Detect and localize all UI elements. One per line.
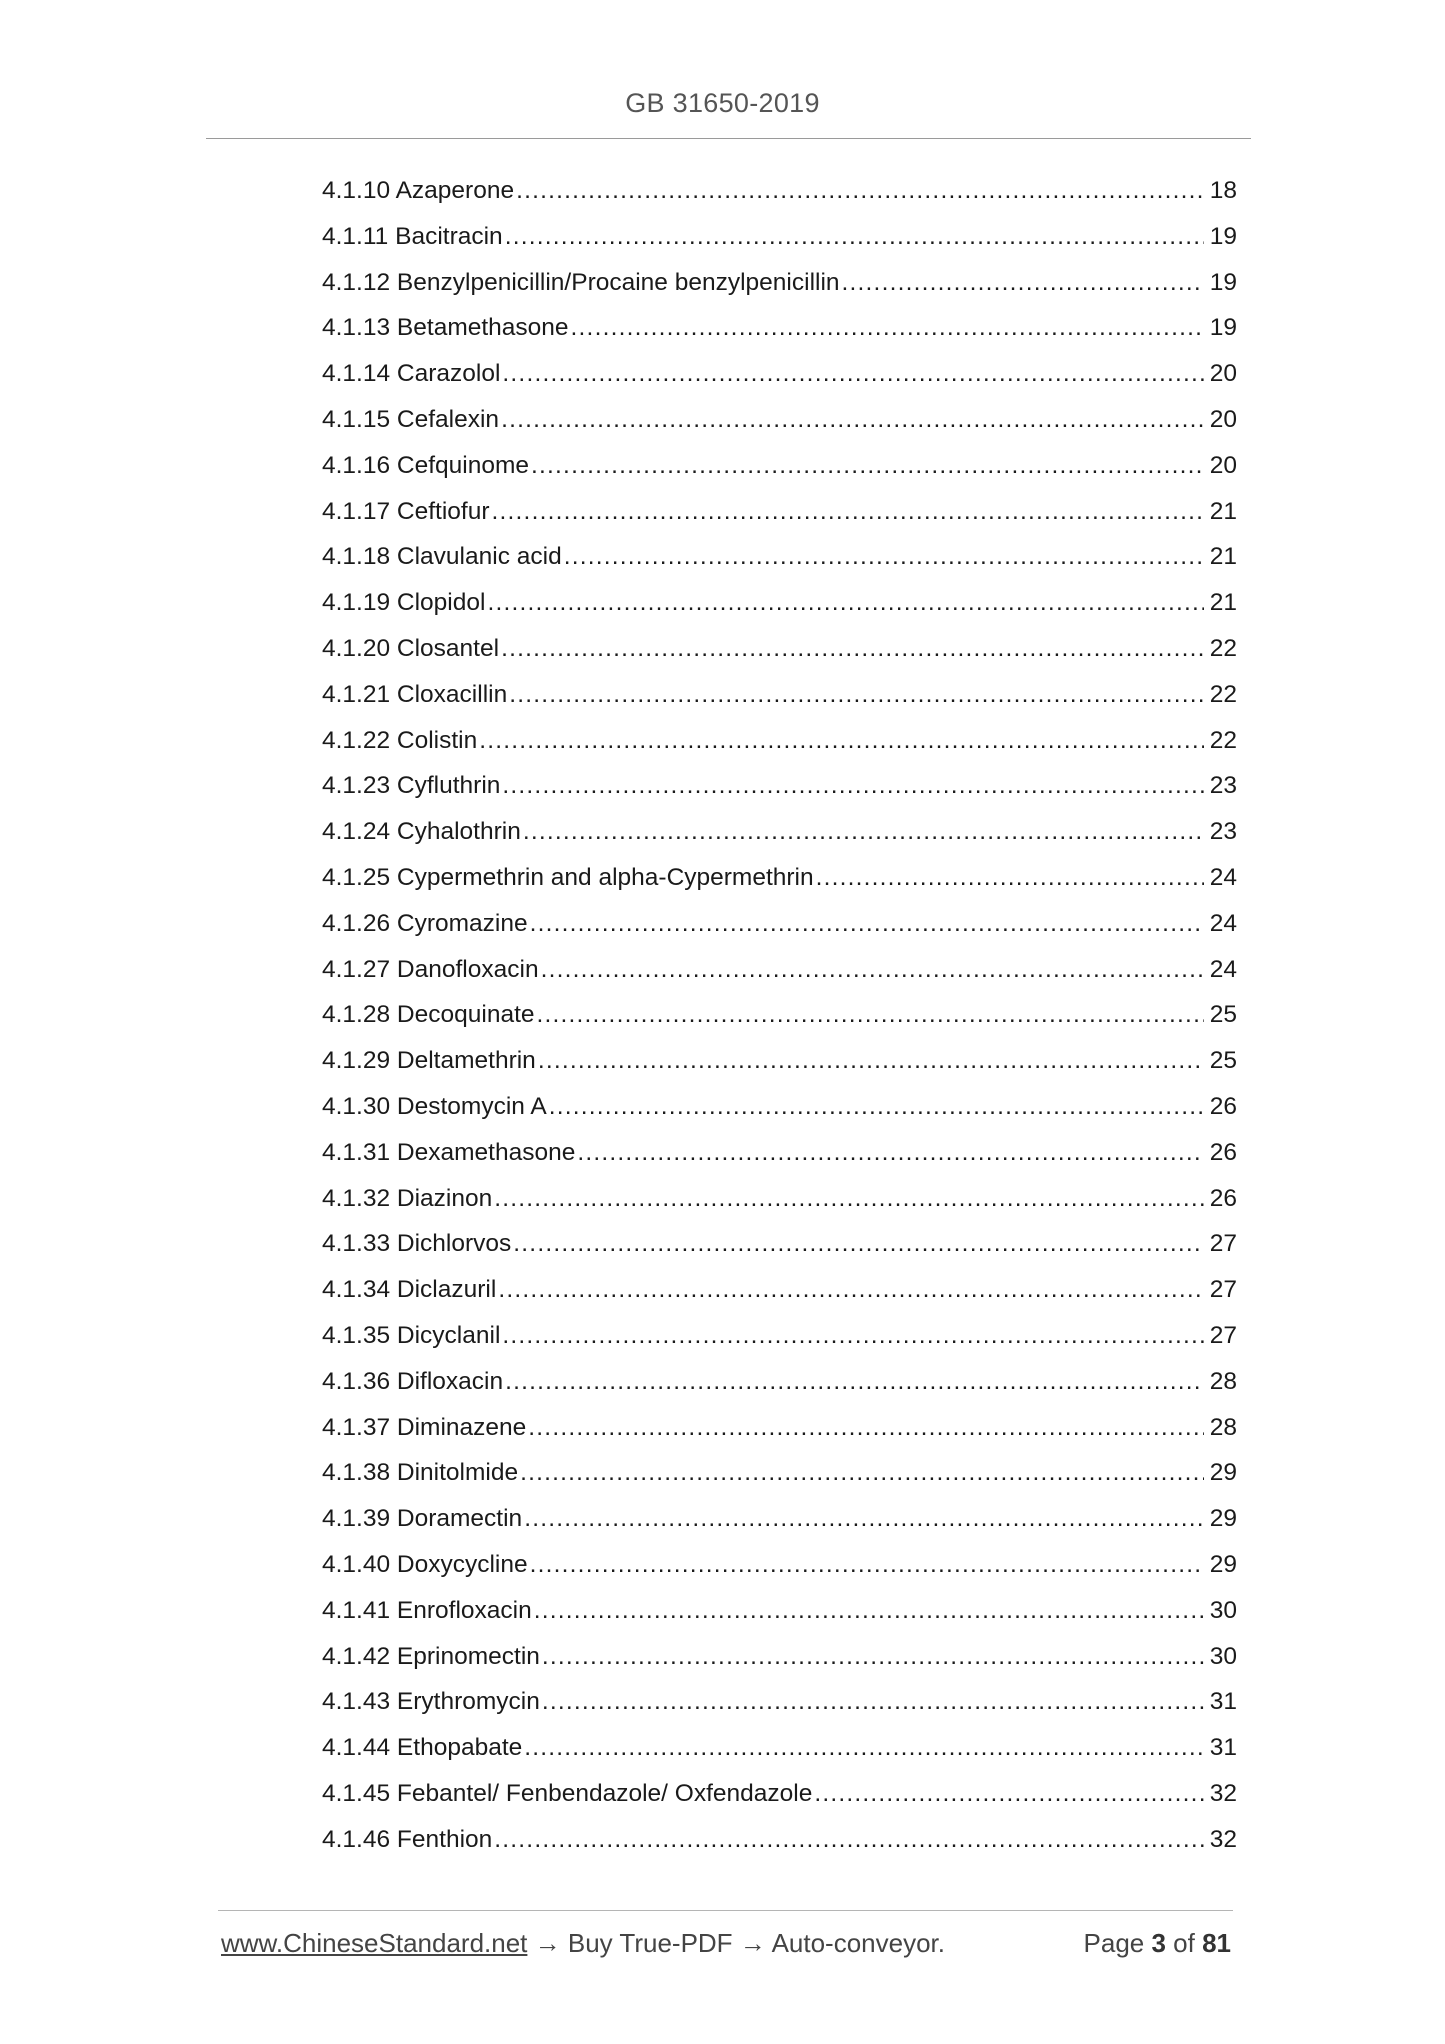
toc-entry-page: 19	[1209, 268, 1237, 296]
table-of-contents	[322, 168, 1237, 1862]
toc-entry-page: 30	[1209, 1642, 1237, 1670]
toc-entry-page: 22	[1209, 680, 1237, 708]
toc-entry[interactable]	[322, 672, 1237, 718]
page-total: 81	[1202, 1928, 1231, 1958]
toc-dot-leader	[520, 1450, 1204, 1496]
toc-entry-page: 21	[1209, 543, 1237, 571]
toc-entry-label: 4.1.33 Dichlorvos	[322, 1230, 512, 1258]
toc-entry[interactable]	[322, 1725, 1237, 1771]
toc-entry[interactable]	[322, 1267, 1237, 1313]
toc-entry-label: 4.1.27 Danofloxacin	[322, 955, 539, 983]
toc-entry-page: 19	[1209, 222, 1237, 250]
page-number	[1084, 1928, 1231, 1959]
toc-dot-leader	[505, 1359, 1204, 1405]
toc-entry-page: 27	[1209, 1230, 1237, 1258]
toc-entry-page: 29	[1209, 1550, 1237, 1578]
toc-entry-label: 4.1.37 Diminazene	[322, 1413, 527, 1441]
toc-entry[interactable]	[322, 1313, 1237, 1359]
page-of: of	[1165, 1928, 1203, 1958]
toc-entry-label: 4.1.24 Cyhalothrin	[322, 818, 521, 846]
toc-entry-page: 32	[1209, 1779, 1237, 1807]
toc-entry-page: 20	[1209, 451, 1237, 479]
toc-entry-page: 28	[1209, 1367, 1237, 1395]
toc-entry-page: 24	[1209, 909, 1237, 937]
toc-entry[interactable]	[322, 1405, 1237, 1451]
toc-dot-leader	[492, 489, 1204, 535]
toc-dot-leader	[498, 1267, 1203, 1313]
toc-entry-page: 18	[1209, 177, 1237, 204]
footer-divider	[218, 1910, 1233, 1911]
toc-entry[interactable]	[322, 763, 1237, 809]
toc-entry[interactable]	[322, 992, 1237, 1038]
toc-dot-leader	[501, 397, 1204, 443]
toc-entry-page: 32	[1209, 1825, 1237, 1853]
toc-dot-leader	[564, 534, 1204, 580]
toc-entry-label: 4.1.16 Cefquinome	[322, 451, 530, 479]
toc-entry-page: 22	[1209, 634, 1237, 662]
toc-entry-label: 4.1.39 Doramectin	[322, 1505, 523, 1533]
toc-entry[interactable]	[322, 1771, 1237, 1817]
toc-entry-label: 4.1.15 Cefalexin	[322, 405, 500, 433]
toc-entry-page: 29	[1209, 1505, 1237, 1533]
toc-dot-leader	[505, 214, 1204, 260]
toc-entry[interactable]	[322, 1817, 1237, 1863]
toc-entry-label: 4.1.41 Enrofloxacin	[322, 1596, 532, 1624]
toc-entry-page: 19	[1209, 314, 1237, 342]
toc-entry-label: 4.1.26 Cyromazine	[322, 909, 528, 937]
toc-dot-leader	[524, 1725, 1203, 1771]
toc-dot-leader	[531, 443, 1204, 489]
toc-entry-label: 4.1.42 Eprinomectin	[322, 1642, 540, 1670]
toc-entry-page: 20	[1209, 360, 1237, 388]
toc-entry-label: 4.1.34 Diclazuril	[322, 1276, 497, 1304]
toc-entry[interactable]	[322, 1679, 1237, 1725]
toc-entry-label: 4.1.23 Cyfluthrin	[322, 772, 501, 800]
toc-entry-page: 21	[1209, 497, 1237, 525]
toc-entry[interactable]	[322, 1496, 1237, 1542]
toc-entry[interactable]	[322, 947, 1237, 993]
toc-entry[interactable]	[322, 580, 1237, 626]
page-footer	[221, 1928, 1231, 1959]
toc-entry[interactable]	[322, 809, 1237, 855]
toc-entry-page: 24	[1209, 955, 1237, 983]
toc-entry-label: 4.1.18 Clavulanic acid	[322, 543, 562, 571]
footer-trail-text: → Buy True-PDF → Auto-conveyor.	[527, 1928, 946, 1958]
toc-dot-leader	[494, 1817, 1203, 1863]
toc-entry[interactable]	[322, 1084, 1237, 1130]
toc-entry[interactable]	[322, 1359, 1237, 1405]
toc-entry-page: 25	[1209, 1001, 1237, 1029]
toc-dot-leader	[534, 1588, 1204, 1634]
toc-entry-label: 4.1.45 Febantel/ Fenbendazole/ Oxfendazole	[322, 1779, 813, 1807]
toc-entry-page: 21	[1209, 589, 1237, 617]
toc-dot-leader	[530, 1542, 1204, 1588]
toc-entry-page: 29	[1209, 1459, 1237, 1487]
toc-dot-leader	[502, 1313, 1203, 1359]
toc-entry[interactable]	[322, 1038, 1237, 1084]
toc-entry-page: 28	[1209, 1413, 1237, 1441]
toc-dot-leader	[509, 672, 1204, 718]
toc-entry[interactable]	[322, 1176, 1237, 1222]
toc-entry-label: 4.1.29 Deltamethrin	[322, 1047, 536, 1075]
header-divider	[206, 138, 1251, 139]
toc-dot-leader	[487, 580, 1203, 626]
toc-entry-label: 4.1.20 Closantel	[322, 634, 500, 662]
toc-entry-label: 4.1.21 Cloxacillin	[322, 680, 508, 708]
toc-entry-label: 4.1.44 Ethopabate	[322, 1734, 523, 1762]
toc-entry-page: 27	[1209, 1321, 1237, 1349]
toc-entry-page: 20	[1209, 405, 1237, 433]
toc-entry-label: 4.1.40 Doxycycline	[322, 1550, 528, 1578]
toc-entry-page: 24	[1209, 863, 1237, 891]
toc-entry[interactable]	[322, 1450, 1237, 1496]
toc-entry[interactable]	[322, 718, 1237, 764]
toc-entry-page: 26	[1209, 1138, 1237, 1166]
toc-entry[interactable]	[322, 1221, 1237, 1267]
toc-entry[interactable]	[322, 1634, 1237, 1680]
toc-entry-page: 23	[1209, 772, 1237, 800]
toc-dot-leader	[513, 1221, 1203, 1267]
footer-navigation	[221, 1928, 945, 1959]
toc-entry[interactable]	[322, 351, 1237, 397]
toc-entry-page: 23	[1209, 818, 1237, 846]
toc-entry-label: 4.1.43 Erythromycin	[322, 1688, 540, 1716]
toc-dot-leader	[541, 947, 1204, 993]
toc-dot-leader	[542, 1679, 1204, 1725]
toc-entry-page: 26	[1209, 1092, 1237, 1120]
toc-dot-leader	[516, 168, 1204, 214]
toc-dot-leader	[537, 992, 1204, 1038]
toc-entry-label: 4.1.19 Clopidol	[322, 589, 486, 617]
toc-dot-leader	[577, 1130, 1203, 1176]
toc-entry-label: 4.1.12 Benzylpenicillin/Procaine benzylpenicillin	[322, 268, 840, 296]
toc-entry-label: 4.1.11 Bacitracin	[322, 222, 503, 250]
toc-entry[interactable]	[322, 1130, 1237, 1176]
toc-dot-leader	[816, 855, 1204, 901]
toc-entry-label: 4.1.17 Ceftiofur	[322, 497, 490, 525]
toc-entry-page: 25	[1209, 1047, 1237, 1075]
toc-entry[interactable]	[322, 901, 1237, 947]
toc-entry-label: 4.1.22 Colistin	[322, 726, 478, 754]
page-prefix: Page	[1083, 1928, 1152, 1958]
toc-entry[interactable]	[322, 443, 1237, 489]
toc-entry[interactable]	[322, 397, 1237, 443]
toc-entry-label: 4.1.31 Dexamethasone	[322, 1138, 576, 1166]
toc-dot-leader	[530, 901, 1204, 947]
toc-entry[interactable]	[322, 855, 1237, 901]
toc-dot-leader	[479, 718, 1203, 764]
toc-entry-label: 4.1.30 Destomycin A	[322, 1092, 547, 1120]
toc-entry[interactable]	[322, 1542, 1237, 1588]
toc-entry-label: 4.1.28 Decoquinate	[322, 1001, 535, 1029]
toc-dot-leader	[538, 1038, 1204, 1084]
toc-entry-label: 4.1.36 Difloxacin	[322, 1367, 504, 1395]
toc-entry-label: 4.1.13 Betamethasone	[322, 314, 569, 342]
toc-entry[interactable]	[322, 260, 1237, 306]
toc-dot-leader	[494, 1176, 1203, 1222]
toc-dot-leader	[502, 763, 1203, 809]
toc-dot-leader	[524, 1496, 1204, 1542]
toc-entry[interactable]	[322, 534, 1237, 580]
toc-entry[interactable]	[322, 305, 1237, 351]
toc-dot-leader	[571, 305, 1204, 351]
toc-entry[interactable]	[322, 168, 1237, 214]
toc-dot-leader	[502, 351, 1203, 397]
toc-dot-leader	[501, 626, 1204, 672]
page-current: 3	[1151, 1928, 1166, 1958]
toc-entry-label: 4.1.14 Carazolol	[322, 360, 501, 388]
toc-entry[interactable]	[322, 214, 1237, 260]
toc-dot-leader	[549, 1084, 1204, 1130]
toc-entry[interactable]	[322, 626, 1237, 672]
toc-entry[interactable]	[322, 1588, 1237, 1634]
chinese-standard-link[interactable]: www.ChineseStandard.net	[221, 1928, 528, 1958]
toc-entry-label: 4.1.38 Dinitolmide	[322, 1459, 519, 1487]
toc-dot-leader	[542, 1634, 1204, 1680]
toc-entry[interactable]	[322, 489, 1237, 535]
toc-entry-label: 4.1.25 Cypermethrin and alpha-Cypermethrin	[322, 863, 814, 891]
toc-entry-page: 26	[1209, 1184, 1237, 1212]
toc-dot-leader	[528, 1405, 1203, 1451]
toc-entry-page: 22	[1209, 726, 1237, 754]
toc-dot-leader	[814, 1771, 1203, 1817]
toc-dot-leader	[842, 260, 1204, 306]
toc-entry-page: 30	[1209, 1596, 1237, 1624]
page-header-title: GB 31650-2019	[625, 88, 820, 118]
toc-entry-page: 31	[1209, 1734, 1237, 1762]
toc-entry-label: 4.1.10 Azaperone	[322, 177, 515, 204]
toc-entry-label: 4.1.35 Dicyclanil	[322, 1321, 501, 1349]
toc-dot-leader	[523, 809, 1204, 855]
toc-entry-label: 4.1.32 Diazinon	[322, 1184, 493, 1212]
toc-entry-page: 27	[1209, 1276, 1237, 1304]
toc-entry-page: 31	[1209, 1688, 1237, 1716]
toc-entry-label: 4.1.46 Fenthion	[322, 1825, 493, 1853]
